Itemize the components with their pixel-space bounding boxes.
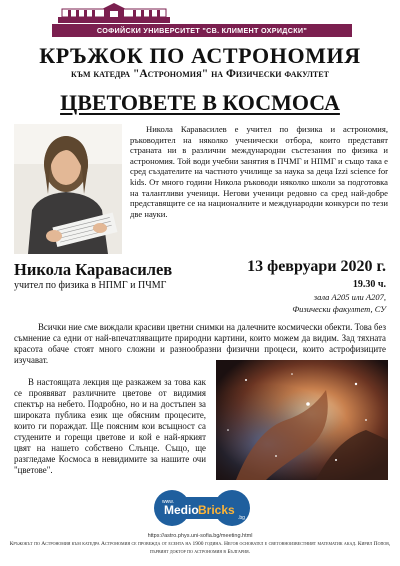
lecture-title: ЦВЕТОВЕТЕ В КОСМОСА xyxy=(60,90,340,115)
header-band xyxy=(0,0,400,42)
sponsor-line2: Bricks xyxy=(198,503,235,517)
club-title: КРЪЖОК ПО АСТРОНОМИЯ xyxy=(39,43,361,68)
event-date: 13 февруари 2020 г. xyxy=(247,258,386,275)
speaker-name: Никола Каравасилев xyxy=(14,260,173,279)
mediobricks-logo xyxy=(150,487,254,529)
club-subtitle: към катедра "Астрономия" на Физически факултет xyxy=(71,68,329,80)
sponsor-line1: Medio xyxy=(164,503,199,517)
speaker-role: учител по физика в НПМГ и ПЧМГ xyxy=(14,280,167,291)
university-building-logo xyxy=(58,3,170,23)
website-url[interactable]: https://astro.phys.uni-sofia.bg/meeting.html xyxy=(147,533,253,539)
event-venue: Физически факултет, СУ xyxy=(292,304,386,314)
event-time: 19.30 ч. xyxy=(352,279,386,290)
event-hall: зала А205 или А207, xyxy=(313,292,386,302)
sponsor-small: www. xyxy=(162,499,174,505)
footer-note: Кръжокът по Астрономия към катедра Астрономия се провежда от есента на 1900 година. Негов основател е световноизвестният математик акад. Кирил Попов, първият доктор по астрономия в България. xyxy=(9,541,391,555)
speaker-photo xyxy=(14,124,122,254)
nebula-image xyxy=(216,360,388,480)
intro-paragraph: Всички ние сме виждали красиви цветни снимки на далечните космически обекти. Това без съмнение са едни от най-впечатляващите природни картини, които можем да видим. Зад тяхната красота обаче стоят много сложни и разнообразни физични процеси, които астрофизиците изучават. xyxy=(14,322,386,365)
university-name: СОФИЙСКИ УНИВЕРСИТЕТ "СВ. КЛИМЕНТ ОХРИДСКИ" xyxy=(96,26,308,35)
lecture-paragraph: В настоящата лекция ще разкажем за това как се проявяват различните цветове от видимия спектър на небето. Подробно, но и на достъпен за широката публика език ще обясним процесите, които ги пораждат. Ще поясним кои всъщност са студените и горещи цветове и кой е най-яркият цвят на нашето собствено Слънце. Също, ще разгледаме Космоса в невидимите за нашите очи "цветове". xyxy=(14,377,206,475)
sponsor-suffix: .bg xyxy=(238,515,245,521)
speaker-bio: Никола Каравасилев е учител по физика и астрономия, ръководител на няколко ученически отбора, които представят страната ни в различни международни състезания по физика и астрономия. Той води учебни занятия в ПЧМГ и НПМГ и също така е сред създателите на частното училище за наука за деца Izzi science for kids. От много години Никола ръководи няколко школи за подготовка на талантливи ученици. Негови ученици редовно са сред най-добре представящите се на националните и международни конкурси по тези две науки. xyxy=(130,124,388,219)
